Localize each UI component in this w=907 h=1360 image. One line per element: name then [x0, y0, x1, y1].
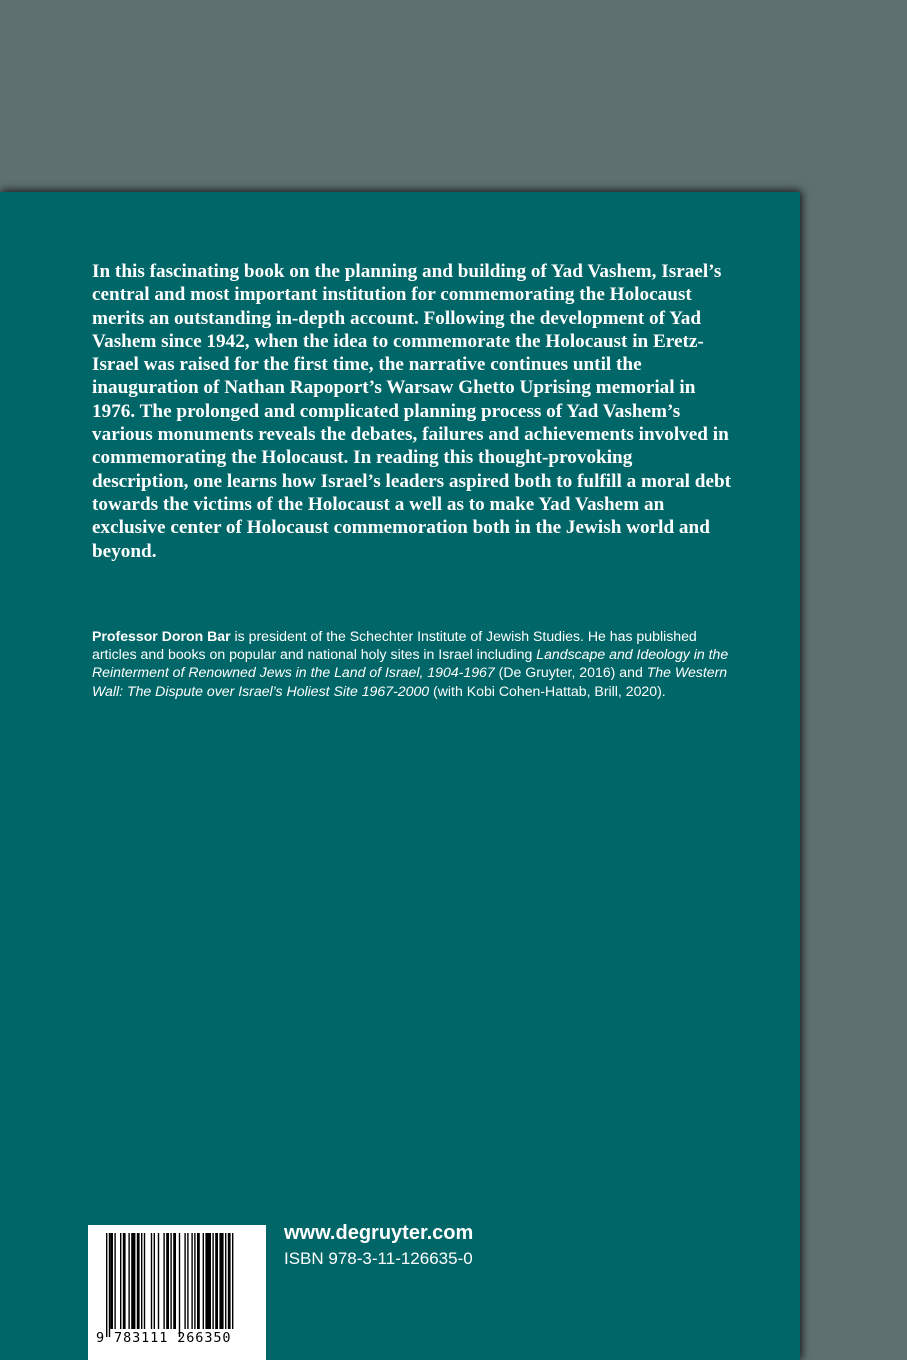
barcode-bar [203, 1233, 204, 1329]
barcode-bar [120, 1233, 121, 1329]
barcode-bar [154, 1233, 155, 1329]
barcode-bar [123, 1233, 126, 1329]
barcode-bar [228, 1233, 231, 1329]
book-title-1: Landscape and Ideology in the Reinterment of Renowned Jews in the Land of Israel, 1904-1967 [92, 646, 729, 681]
book-blurb: In this fascinating book on the planning and building of Yad Vashem, Israel’s central and most important institution for commemorating the Holocaust merits an outstanding in-depth account. Following the development of Yad Vashem since 1942, when the idea to commemorate the Holocaust in Eretz-Israel was raised for the first time, the narrative continues until the inauguration of Nathan Rapoport’s Warsaw Ghetto Uprising memorial in 1976. The prolonged and complicated planning process of Yad Vashem’s various monuments reveals the debates, failures and achievements involved in commemorating the Holocaust. In reading this thought-provoking description, one learns how Israel’s leaders aspired both to fulfill a moral debt towards the victims of the Holocaust a well as to make Yad Vashem an exclusive center of Holocaust commemoration both in the Jewish world and beyond. [92, 261, 732, 562]
barcode-bar [110, 1233, 113, 1329]
barcode-bar [187, 1233, 188, 1329]
bio-text-2: (De Gruyter, 2016) and [494, 664, 647, 681]
isbn-barcode [88, 1225, 266, 1360]
bio-text-1: is president of the Schechter Institute of Jewish Studies. He has published articles and books on popular and national holy sites in Israel including [92, 628, 697, 663]
barcode-bar [137, 1233, 140, 1329]
barcode-bar [163, 1233, 164, 1329]
author-name: Professor Doron Bar [92, 628, 231, 644]
isbn-number: ISBN 978-3-11-126635-0 [284, 1249, 473, 1268]
barcode-bar [166, 1233, 169, 1329]
book-title-2: The Western Wall: The Dispute over Israel’s Holiest Site 1967-2000 [92, 664, 728, 699]
barcode-bar [219, 1233, 223, 1329]
barcode-bar [170, 1233, 171, 1329]
barcode-bar [215, 1233, 218, 1329]
barcode-bar [212, 1233, 213, 1329]
barcode-bar [205, 1233, 211, 1329]
barcode-bar [106, 1233, 107, 1337]
barcode-bar [191, 1233, 192, 1329]
barcode-bar [141, 1233, 142, 1329]
barcode-bar [128, 1233, 129, 1329]
bio-text-3: (with Kobi Cohen-Hattab, Brill, 2020). [429, 682, 666, 699]
author-bio [92, 627, 732, 700]
barcode-bar [197, 1233, 200, 1329]
barcode-bar [179, 1233, 180, 1337]
barcode-bar [151, 1233, 152, 1329]
barcode-bar [109, 1233, 110, 1337]
barcode-bar [184, 1233, 185, 1329]
publisher-website[interactable]: www.degruyter.com [284, 1222, 474, 1244]
barcode-bar [225, 1233, 226, 1329]
back-cover [0, 192, 800, 1360]
barcode-bar [114, 1233, 115, 1329]
barcode-bar [131, 1233, 135, 1329]
barcode-bar [194, 1233, 195, 1329]
barcode-bar [232, 1233, 233, 1329]
barcode-bar [173, 1233, 176, 1329]
barcode-bar [158, 1233, 159, 1329]
barcode-digits: 9 783111 266350 [96, 1330, 232, 1346]
barcode-bar [144, 1233, 145, 1329]
